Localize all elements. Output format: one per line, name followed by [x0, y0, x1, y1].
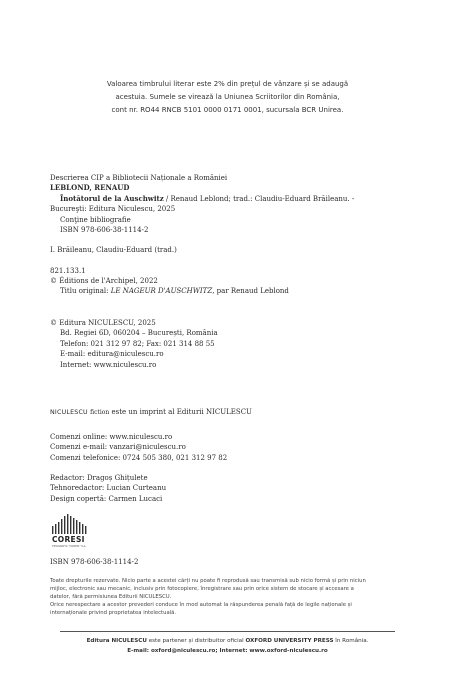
publisher-internet: Internet: www.niculescu.ro	[60, 360, 157, 369]
partner-publisher: Editura NICULESCU	[86, 638, 147, 644]
cip-imprint: Bucureşti: Editura Niculescu, 2025	[50, 205, 176, 214]
publisher-email: E-mail: editura@niculescu.ro	[60, 350, 164, 359]
cip-title: Înotătorul de la Auschwitz	[60, 193, 164, 203]
cip-translator: I. Brăileanu, Claudiu-Eduard (trad.)	[50, 246, 177, 255]
imprint-brand: NICULESCU	[50, 409, 88, 416]
rights-line: datelor, fără permisiunea Editurii NICULESCU.	[50, 593, 172, 600]
printer-logo-name: CORESI	[52, 535, 85, 544]
rights-line: Toate drepturile rezervate. Nicio parte a acestei cărți nu poate fi reprodusă sau transmisă sub nicio formă și prin niciun	[50, 578, 366, 584]
printer-logo-sub: TIPOGRAFIA "CORESI" S.A.	[52, 545, 87, 548]
rights-line: internaționale privind proprietatea intelectuală.	[50, 609, 177, 616]
cip-udc: 821.133.1	[50, 266, 86, 275]
orders-phone: Comenzi telefonice: 0724 505 380, 021 312 97 82	[50, 453, 228, 462]
cip-isbn: ISBN 978-606-38-1114-2	[60, 226, 149, 235]
literary-stamp-notice	[60, 78, 395, 117]
rights-line: mijloc, electronic sau mecanic, inclusiv prin fotocopiere, înregistrare sau prin orice sistem de stocare și accesare a	[50, 585, 354, 592]
original-title-line	[50, 286, 440, 296]
printer-logo-icon	[50, 513, 100, 535]
credit-typesetter: Tehnoredactor: Lucian Curteanu	[50, 484, 167, 493]
credit-editor: Redactor: Dragoș Ghițulete	[50, 474, 148, 482]
publisher-phone: Telefon: 021 312 97 82; Fax: 021 314 88 55	[60, 339, 215, 348]
imprint-brand-sub: fiction	[90, 409, 110, 416]
stamp-line: cont nr. RO44 RNCB 5101 0000 0171 0001, sucursala BCR Unirea.	[111, 106, 344, 114]
imprint-line	[50, 407, 440, 418]
imprint-text: este un imprint al Editurii NICULESCU	[109, 408, 252, 416]
cip-heading: Descrierea CIP a Bibliotecii Naționale a României	[50, 174, 228, 182]
rights-line: Orice nerespectare a acestor prevederi conduce în mod automat la răspunderea penală față de legile naționale și	[50, 601, 352, 608]
rights-notice	[50, 578, 420, 618]
original-copyright	[50, 276, 440, 296]
cip-author: LEBLOND, RENAUD	[50, 183, 130, 193]
isbn-bottom: ISBN 978-606-38-1114-2	[50, 558, 139, 566]
partner-end: în România.	[333, 638, 369, 644]
partner-text: este partener și distribuitor oficial	[146, 638, 246, 644]
orders-online: Comenzi online: www.niculescu.ro	[50, 433, 173, 441]
cip-title-rest: / Renaud Leblond; trad.: Claudiu-Eduard Brăileanu. -	[163, 194, 355, 203]
original-copyright-line: © Éditions de l'Archipel, 2022	[50, 277, 158, 285]
partner-footer	[60, 631, 395, 656]
orders-email: Comenzi e-mail: vanzari@niculescu.ro	[50, 443, 186, 452]
partner-contact: E-mail: oxford@niculescu.ro; Internet: www.oxford-niculescu.ro	[127, 648, 328, 654]
partner-line	[60, 636, 395, 646]
publisher-address: Bd. Regiei 6D, 060204 – București, România	[60, 329, 218, 338]
cip-title-line	[50, 194, 430, 204]
credits	[50, 473, 440, 504]
publisher-info	[50, 318, 440, 370]
cip-bibliography: Conţine bibliografie	[60, 215, 131, 224]
stamp-line: acestuia. Sumele se virează la Uniunea Scriitorilor din România,	[115, 93, 340, 101]
original-title: LE NAGEUR D'AUSCHWITZ	[110, 287, 213, 296]
cip-record	[50, 173, 430, 276]
orders-info	[50, 432, 440, 463]
publisher-copyright: © Editura NICULESCU, 2025	[50, 319, 156, 327]
partner-oup: OXFORD UNIVERSITY PRESS	[245, 638, 334, 644]
credit-cover-design: Design copertă: Carmen Lucaci	[50, 494, 163, 503]
original-title-prefix: Titlu original:	[60, 287, 111, 296]
printer-logo	[50, 513, 110, 553]
original-title-suffix: , par Renaud Leblond	[212, 287, 289, 296]
stamp-line: Valoarea timbrului literar este 2% din prețul de vânzare și se adaugă	[106, 80, 349, 88]
